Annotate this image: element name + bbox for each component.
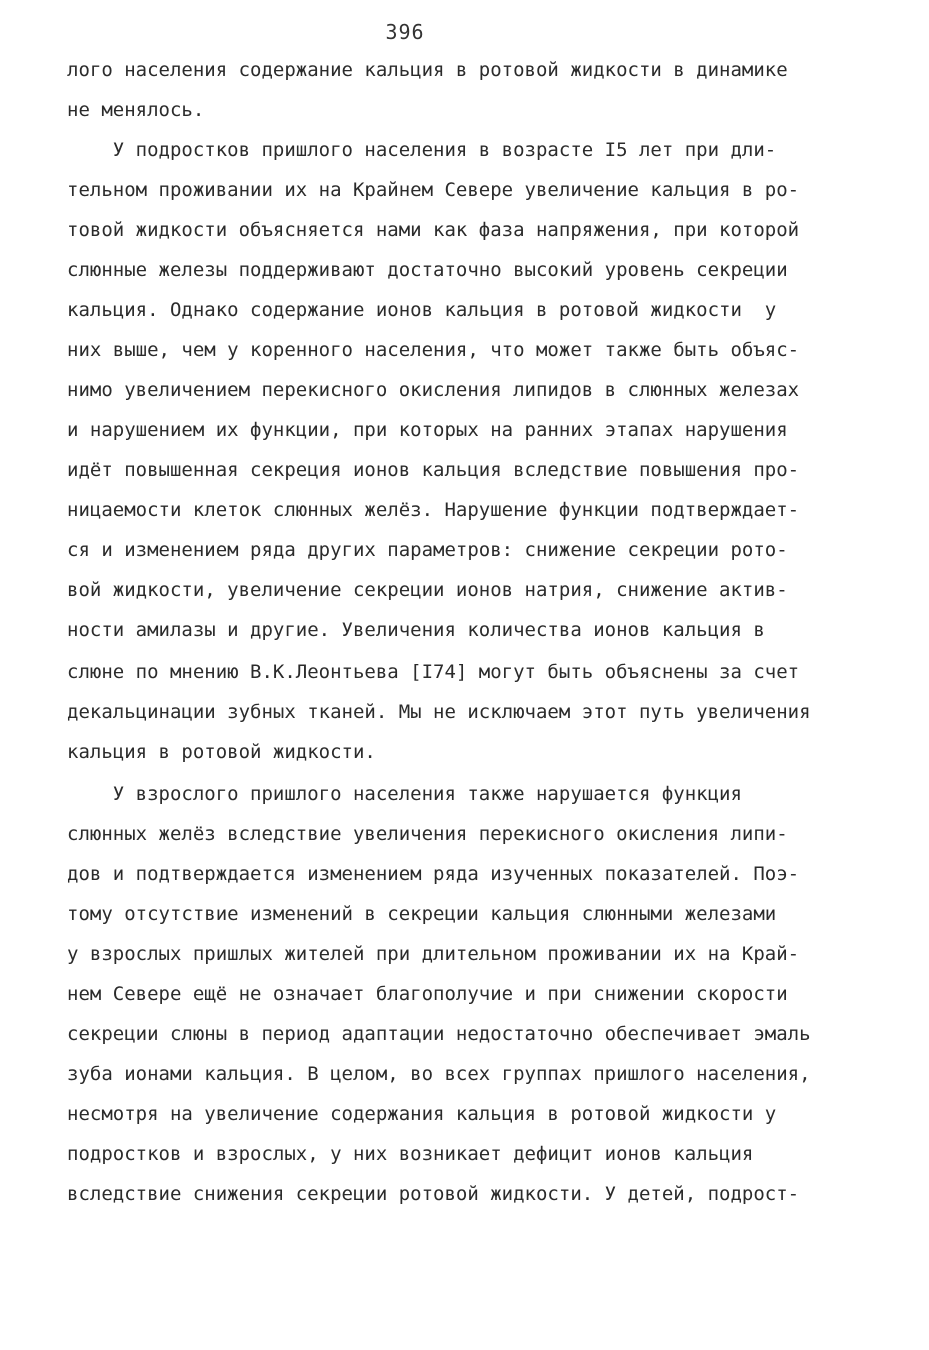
text-line: у взрослых пришлых жителей при длительном проживании их на Край- bbox=[67, 943, 800, 965]
page-number: 396 bbox=[385, 20, 425, 44]
text-line: кальция в ротовой жидкости. bbox=[67, 741, 376, 763]
text-line: подростков и взрослых, у них возникает дефицит ионов кальция bbox=[67, 1143, 754, 1165]
text-line: несмотря на увеличение содержания кальция в ротовой жидкости у bbox=[67, 1103, 777, 1125]
text-line: товой жидкости объясняется нами как фаза напряжения, при которой bbox=[67, 219, 800, 241]
text-line: нем Севере ещё не означает благополучие и при снижении скорости bbox=[67, 983, 788, 1005]
text-line: ся и изменением ряда других параметров: снижение секреции рото- bbox=[67, 539, 788, 561]
text-line: слюнных желёз вследствие увеличения перекисного окисления липи- bbox=[67, 823, 788, 845]
text-line: не менялось. bbox=[67, 99, 205, 121]
text-line: слюнные железы поддерживают достаточно высокий уровень секреции bbox=[67, 259, 788, 281]
text-line: У взрослого пришлого населения также нарушается функция bbox=[67, 783, 742, 805]
text-line: слюне по мнению В.К.Леонтьева [I74] могут быть объяснены за счет bbox=[67, 661, 800, 683]
text-line: нимо увеличением перекисного окисления липидов в слюнных железах bbox=[67, 379, 800, 401]
text-line: ности амилазы и другие. Увеличения количества ионов кальция в bbox=[67, 619, 765, 641]
text-line: дов и подтверждается изменением ряда изученных показателей. Поэ- bbox=[67, 863, 800, 885]
text-line: тому отсутствие изменений в секреции кальция слюнными железами bbox=[67, 903, 777, 925]
text-line: и нарушением их функции, при которых на ранних этапах нарушения bbox=[67, 419, 788, 441]
text-line: кальция. Однако содержание ионов кальция в ротовой жидкости у bbox=[67, 299, 777, 321]
text-line: вой жидкости, увеличение секреции ионов натрия, снижение актив- bbox=[67, 579, 788, 601]
text-line: лого населения содержание кальция в ротовой жидкости в динамике bbox=[67, 59, 788, 81]
text-line: декальцинации зубных тканей. Мы не исключаем этот путь увеличения bbox=[67, 701, 811, 723]
text-line: секреции слюны в период адаптации недостаточно обеспечивает эмаль bbox=[67, 1023, 811, 1045]
text-line: них выше, чем у коренного населения, что может также быть объяс- bbox=[67, 339, 800, 361]
text-line: У подростков пришлого населения в возрасте I5 лет при дли- bbox=[67, 139, 777, 161]
text-line: зуба ионами кальция. В целом, во всех группах пришлого населения, bbox=[67, 1063, 811, 1085]
text-line: ницаемости клеток слюнных желёз. Нарушение функции подтверждает- bbox=[67, 499, 800, 521]
text-line: тельном проживании их на Крайнем Севере увеличение кальция в ро- bbox=[67, 179, 800, 201]
text-line: вследствие снижения секреции ротовой жидкости. У детей, подрост- bbox=[67, 1183, 800, 1205]
text-line: идёт повышенная секреция ионов кальция вследствие повышения про- bbox=[67, 459, 800, 481]
